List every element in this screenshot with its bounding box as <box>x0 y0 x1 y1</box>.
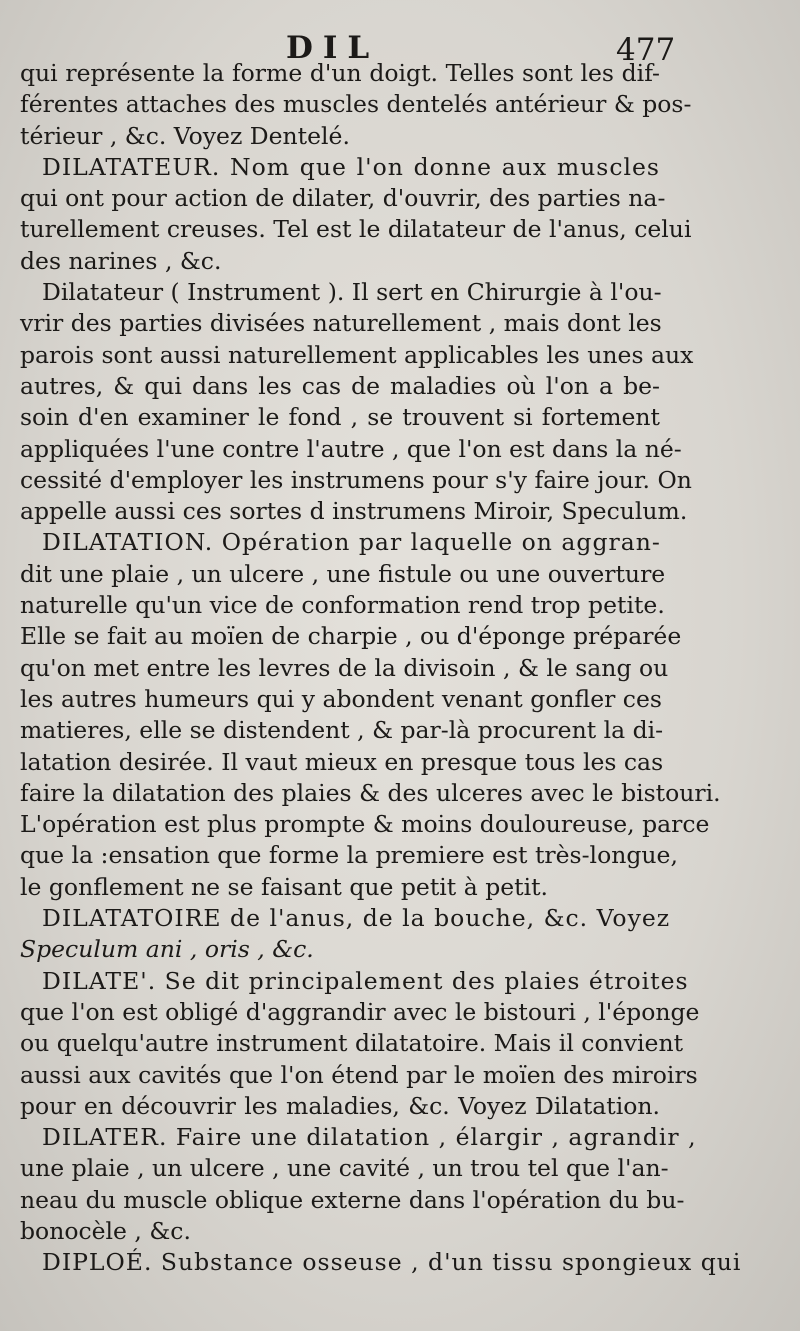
text-line: latation desirée. Il vaut mieux en presque tous les cas <box>20 747 664 776</box>
text-line: autres, & qui dans les cas de maladies où l'on a be- <box>20 371 660 400</box>
text-line: le gonflement ne se faisant que petit à petit. <box>20 872 549 901</box>
text-line: DILATATION. Opération par laquelle on aggran- <box>42 528 661 557</box>
text-line: DILATATEUR. Nom que l'on donne aux muscles <box>42 152 660 181</box>
text-line: qui représente la forme d'un doigt. Telles sont les dif- <box>20 59 660 87</box>
text-line: bonocèle , &c. <box>20 1216 191 1245</box>
entry-dilate <box>20 966 700 1122</box>
text-line: que l'on est obligé d'aggrandir avec le bistouri , l'éponge <box>20 997 700 1026</box>
text-line: DIPLOÉ. Substance osseuse , d'un tissu spongieux qui <box>42 1248 742 1277</box>
text-line: qu'on met entre les levres de la divisoin , & le sang ou <box>20 653 669 682</box>
text-line: appelle aussi ces sortes d instrumens Miroir, Speculum. <box>20 497 688 526</box>
entry-dilatateur <box>20 152 692 277</box>
text-line: des narines , &c. <box>20 246 222 275</box>
text-line: vrir des parties divisées naturellement , mais dont les <box>20 309 662 338</box>
entry-dilater <box>20 1122 697 1247</box>
entry-diploe <box>20 1247 742 1278</box>
text-line: matieres, elle se distendent , & par-là procurent la di- <box>20 716 664 745</box>
text-line: L'opération est plus prompte & moins douloureuse, parce <box>20 810 710 839</box>
text-line: parois sont aussi naturellement applicables les unes aux <box>20 340 694 369</box>
text-line: pour en découvrir les maladies, &c. Voyez Dilatation. <box>20 1091 660 1120</box>
text-line: DILATATOIRE de l'anus, de la bouche, &c. Voyez <box>42 904 671 933</box>
dictionary-text <box>20 58 742 1279</box>
text-line: faire la dilatation des plaies & des ulceres avec le bistouri. <box>20 778 721 807</box>
entry-dilatation <box>20 527 721 903</box>
text-line: DILATER. Faire une dilatation , élargir , agrandir , <box>42 1123 697 1152</box>
text-line: neau du muscle oblique externe dans l'opération du bu- <box>20 1185 685 1214</box>
text-line: dit une plaie , un ulcere , une fistule ou une ouverture <box>20 559 666 588</box>
text-line: térieur , &c. Voyez Dentelé. <box>20 121 350 150</box>
running-head: DIL <box>286 30 380 66</box>
text-line: appliquées l'une contre l'autre , que l'on est dans la né- <box>20 434 682 463</box>
paragraph-continuation <box>20 58 692 152</box>
text-line: aussi aux cavités que l'on étend par le moïen des miroirs <box>20 1060 698 1089</box>
page-number: 477 <box>616 32 676 68</box>
text-line: que la :ensation que forme la premiere est très-longue, <box>20 841 678 870</box>
text-line: naturelle qu'un vice de conformation rend trop petite. <box>20 591 665 620</box>
text-line: les autres humeurs qui y abondent venant gonfler ces <box>20 684 662 713</box>
text-line: Speculum ani , oris , &c. <box>20 935 314 964</box>
text-line: qui ont pour action de dilater, d'ouvrir, des parties na- <box>20 184 666 213</box>
text-line: DILATE'. Se dit principalement des plaies étroites <box>42 966 689 995</box>
text-line: soin d'en examiner le fond , se trouvent si fortement <box>20 403 660 432</box>
text-line: ou quelqu'autre instrument dilatatoire. Mais il convient <box>20 1029 684 1058</box>
text-line: Dilatateur ( Instrument ). Il sert en Chirurgie à l'ou- <box>42 278 662 307</box>
text-line: férentes attaches des muscles dentelés antérieur & pos- <box>20 90 692 119</box>
text-line: cessité d'employer les instrumens pour s'y faire jour. On <box>20 465 692 494</box>
entry-dilatateur-instrument <box>20 277 694 527</box>
entry-dilatatoire <box>20 903 671 966</box>
text-line: Elle se fait au moïen de charpie , ou d'éponge préparée <box>20 622 682 651</box>
text-line: une plaie , un ulcere , une cavité , un trou tel que l'an- <box>20 1154 669 1183</box>
text-line: turellement creuses. Tel est le dilatateur de l'anus, celui <box>20 215 692 244</box>
